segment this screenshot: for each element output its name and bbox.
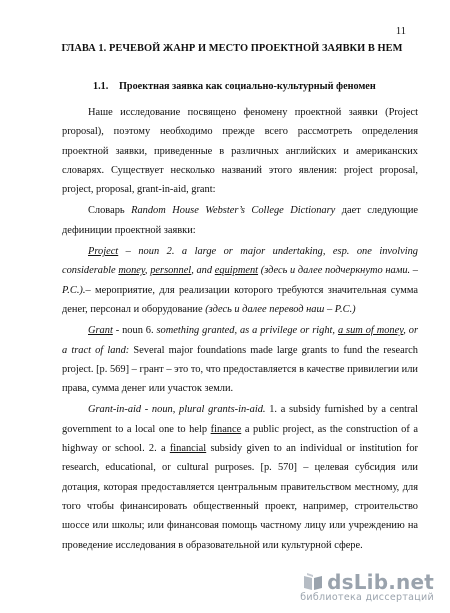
section-number: 1.1.	[93, 81, 109, 92]
watermark	[300, 570, 434, 603]
page-number: 11	[395, 26, 406, 37]
section-title-text: Проектная заявка как социально-культурный феномен	[119, 81, 376, 92]
paragraph-intro: Наше исследование посвящено феномену проектной заявки (Project proposal), поэтому необходимо прежде всего рассмотреть определения проектной заявки, приведенные в различных английских и американских словарях. Существует несколько названий этого явления: project proposal, project, proposal, grant-in-aid, grant:	[62, 107, 418, 196]
paragraph-grant-in-aid-definition: Grant-in-aid - noun, plural grants-in-aid. 1. a subsidy furnished by a central government to a local one to help finance a public project, as the construction of a highway or school. 2. a financial subsidy given to an individual or institution for research, educational, or cultural purposes. [p. 570] – целевая субсидия или дотация, которая предоставляется центральным правительством местному, для того чтобы финансировать общественный проект, например, строительство шоссе или школы; или финансовая помощь частному лицу или учреждению на проведение исследования в образовательной или культурной сфере.	[62, 404, 418, 551]
watermark-logo	[300, 570, 434, 594]
term-grant: Grant	[88, 325, 113, 337]
paragraph-grant-definition: Grant - noun 6. something granted, as a privilege or right, a sum of money, or a tract of land: Several major foundations made large grants to fund the research project. [p. 569] – грант – это то, что предоставляется в качестве привилегии или права, сумма денег или участок земли.	[62, 325, 419, 395]
section-title	[93, 81, 376, 92]
paragraph-project-definition: Project – noun 2. a large or major undertaking, esp. one involving considerable money, personnel, and equipment (здесь и далее подчеркнуто нами. – Р.С.).– мероприятие, для реализации которого требуются значительная сумма денег, персонал и оборудование (здесь и далее перевод наш – Р.С.)	[62, 246, 418, 315]
term-grant-in-aid: Grant-in-aid - noun, plural grants-in-aid.	[88, 404, 266, 416]
book-pages-icon	[302, 572, 324, 592]
watermark-brand: dsLib.net	[327, 570, 434, 594]
chapter-title: ГЛАВА 1. РЕЧЕВОЙ ЖАНР И МЕСТО ПРОЕКТНОЙ ЗАЯВКИ В НЕМ	[61, 43, 403, 54]
paragraph-dictionary: Словарь Random House Webster’s College Dictionary дает следующие дефиниции проектной заявки:	[62, 205, 418, 236]
watermark-tagline: библиотека диссертаций	[300, 592, 434, 603]
dictionary-title: Random House Webster’s College Dictionary	[131, 205, 336, 217]
term-project: Project	[88, 246, 119, 258]
body-text	[62, 103, 418, 555]
